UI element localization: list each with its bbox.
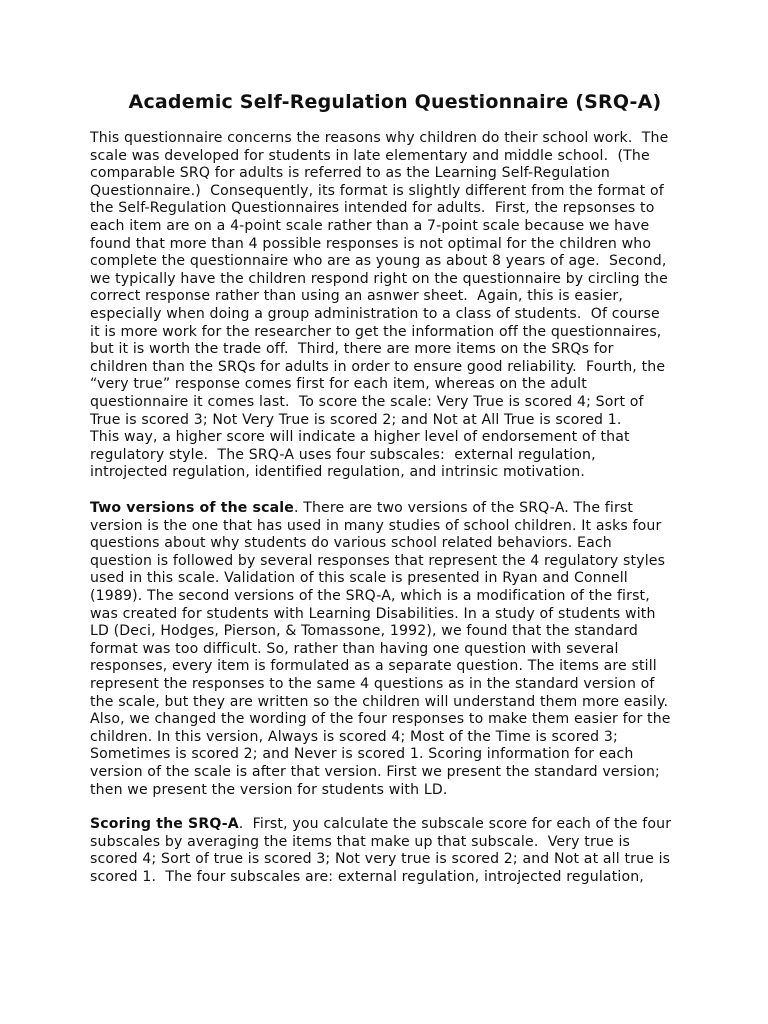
paragraph-line: True is scored 3; Not Very True is scored 2; and Not at All True is scored 1. xyxy=(90,411,622,428)
paragraph-line: Sometimes is scored 2; and Never is scored 1. Scoring information for each xyxy=(90,746,634,763)
paragraph-line: “very true” response comes first for each item, whereas on the adult xyxy=(90,376,587,393)
versions-heading: Two versions of the scale xyxy=(90,500,294,516)
scoring-first-line xyxy=(90,816,710,834)
paragraph-line: comparable SRQ for adults is referred to as the Learning Self-Regulation xyxy=(90,165,610,182)
paragraph-line: version of the scale is after that version. First we present the standard version; xyxy=(90,763,660,780)
paragraph-line: found that more than 4 possible responses is not optimal for the children who xyxy=(90,235,652,252)
paragraph-line: introjected regulation, identified regulation, and intrinsic motivation. xyxy=(90,464,585,481)
paragraph-line: scored 4; Sort of true is scored 3; Not very true is scored 2; and Not at all true is xyxy=(90,851,671,868)
scoring-paragraph xyxy=(90,816,710,886)
paragraph-line: format was too difficult. So, rather than having one question with several xyxy=(90,640,619,657)
paragraph-line: scale was developed for students in late elementary and middle school. (The xyxy=(90,147,650,164)
paragraph-line: (1989). The second versions of the SRQ-A, which is a modification of the first, xyxy=(90,587,650,604)
paragraph-line: was created for students with Learning Disabilities. In a study of students with xyxy=(90,605,656,622)
document-title: Academic Self-Regulation Questionnaire (SRQ-A) xyxy=(128,91,662,113)
paragraph-line: used in this scale. Validation of this scale is presented in Ryan and Connell xyxy=(90,570,628,587)
paragraph-line: the Self-Regulation Questionnaires intended for adults. First, the repsonses to xyxy=(90,200,655,217)
intro-paragraph xyxy=(90,130,710,482)
paragraph-line: children. In this version, Always is scored 4; Most of the Time is scored 3; xyxy=(90,728,618,745)
paragraph-line: This way, a higher score will indicate a higher level of endorsement of that xyxy=(90,429,630,446)
paragraph-line: regulatory style. The SRQ-A uses four subscales: external regulation, xyxy=(90,446,596,463)
paragraph-line: each item are on a 4-point scale rather than a 7-point scale because we have xyxy=(90,217,650,234)
paragraph-line: subscales by averaging the items that make up that subscale. Very true is xyxy=(90,833,631,850)
paragraph-line: questions about why students do various school related behaviors. Each xyxy=(90,535,612,552)
paragraph-line: it is more work for the researcher to get the information off the questionnaires, xyxy=(90,323,662,340)
scoring-heading: Scoring the SRQ-A xyxy=(90,816,239,832)
paragraph-line: Also, we changed the wording of the four responses to make them easier for the xyxy=(90,711,671,728)
paragraph-line: version is the one that has used in many studies of school children. It asks four xyxy=(90,517,662,534)
paragraph-line: but it is worth the trade off. Third, there are more items on the SRQs for xyxy=(90,341,614,358)
paragraph-line: children than the SRQs for adults in order to ensure good reliability. Fourth, the xyxy=(90,358,666,375)
versions-first-line xyxy=(90,500,710,518)
paragraph-line: we typically have the children respond right on the questionnaire by circling the xyxy=(90,270,668,287)
paragraph-line: LD (Deci, Hodges, Pierson, & Tomassone, 1992), we found that the standard xyxy=(90,623,638,640)
versions-first-line-text: . There are two versions of the SRQ-A. The first xyxy=(293,500,634,516)
paragraph-line: question is followed by several responses that represent the 4 regulatory styles xyxy=(90,552,666,569)
paragraph-line: especially when doing a group administration to a class of students. Of course xyxy=(90,305,660,322)
paragraph-line: correct response rather than using an asnwer sheet. Again, this is easier, xyxy=(90,288,623,305)
versions-paragraph xyxy=(90,500,710,799)
paragraph-line: This questionnaire concerns the reasons why children do their school work. The xyxy=(90,130,669,146)
paragraph-line: complete the questionnaire who are as young as about 8 years of age. Second, xyxy=(90,253,667,270)
paragraph-line: represent the responses to the same 4 questions as in the standard version of xyxy=(90,675,655,692)
paragraph-line: responses, every item is formulated as a separate question. The items are still xyxy=(90,658,657,675)
paragraph-line: scored 1. The four subscales are: external regulation, introjected regulation, xyxy=(90,868,644,885)
paragraph-line: questionnaire it comes last. To score the scale: Very True is scored 4; Sort of xyxy=(90,393,644,410)
scoring-first-line-text: . First, you calculate the subscale score for each of the four xyxy=(238,816,672,832)
paragraph-line: the scale, but they are written so the children will understand them more easily. xyxy=(90,693,669,710)
paragraph-line: then we present the version for students with LD. xyxy=(90,781,448,798)
paragraph-line: Questionnaire.) Consequently, its format is slightly different from the format of xyxy=(90,182,664,199)
